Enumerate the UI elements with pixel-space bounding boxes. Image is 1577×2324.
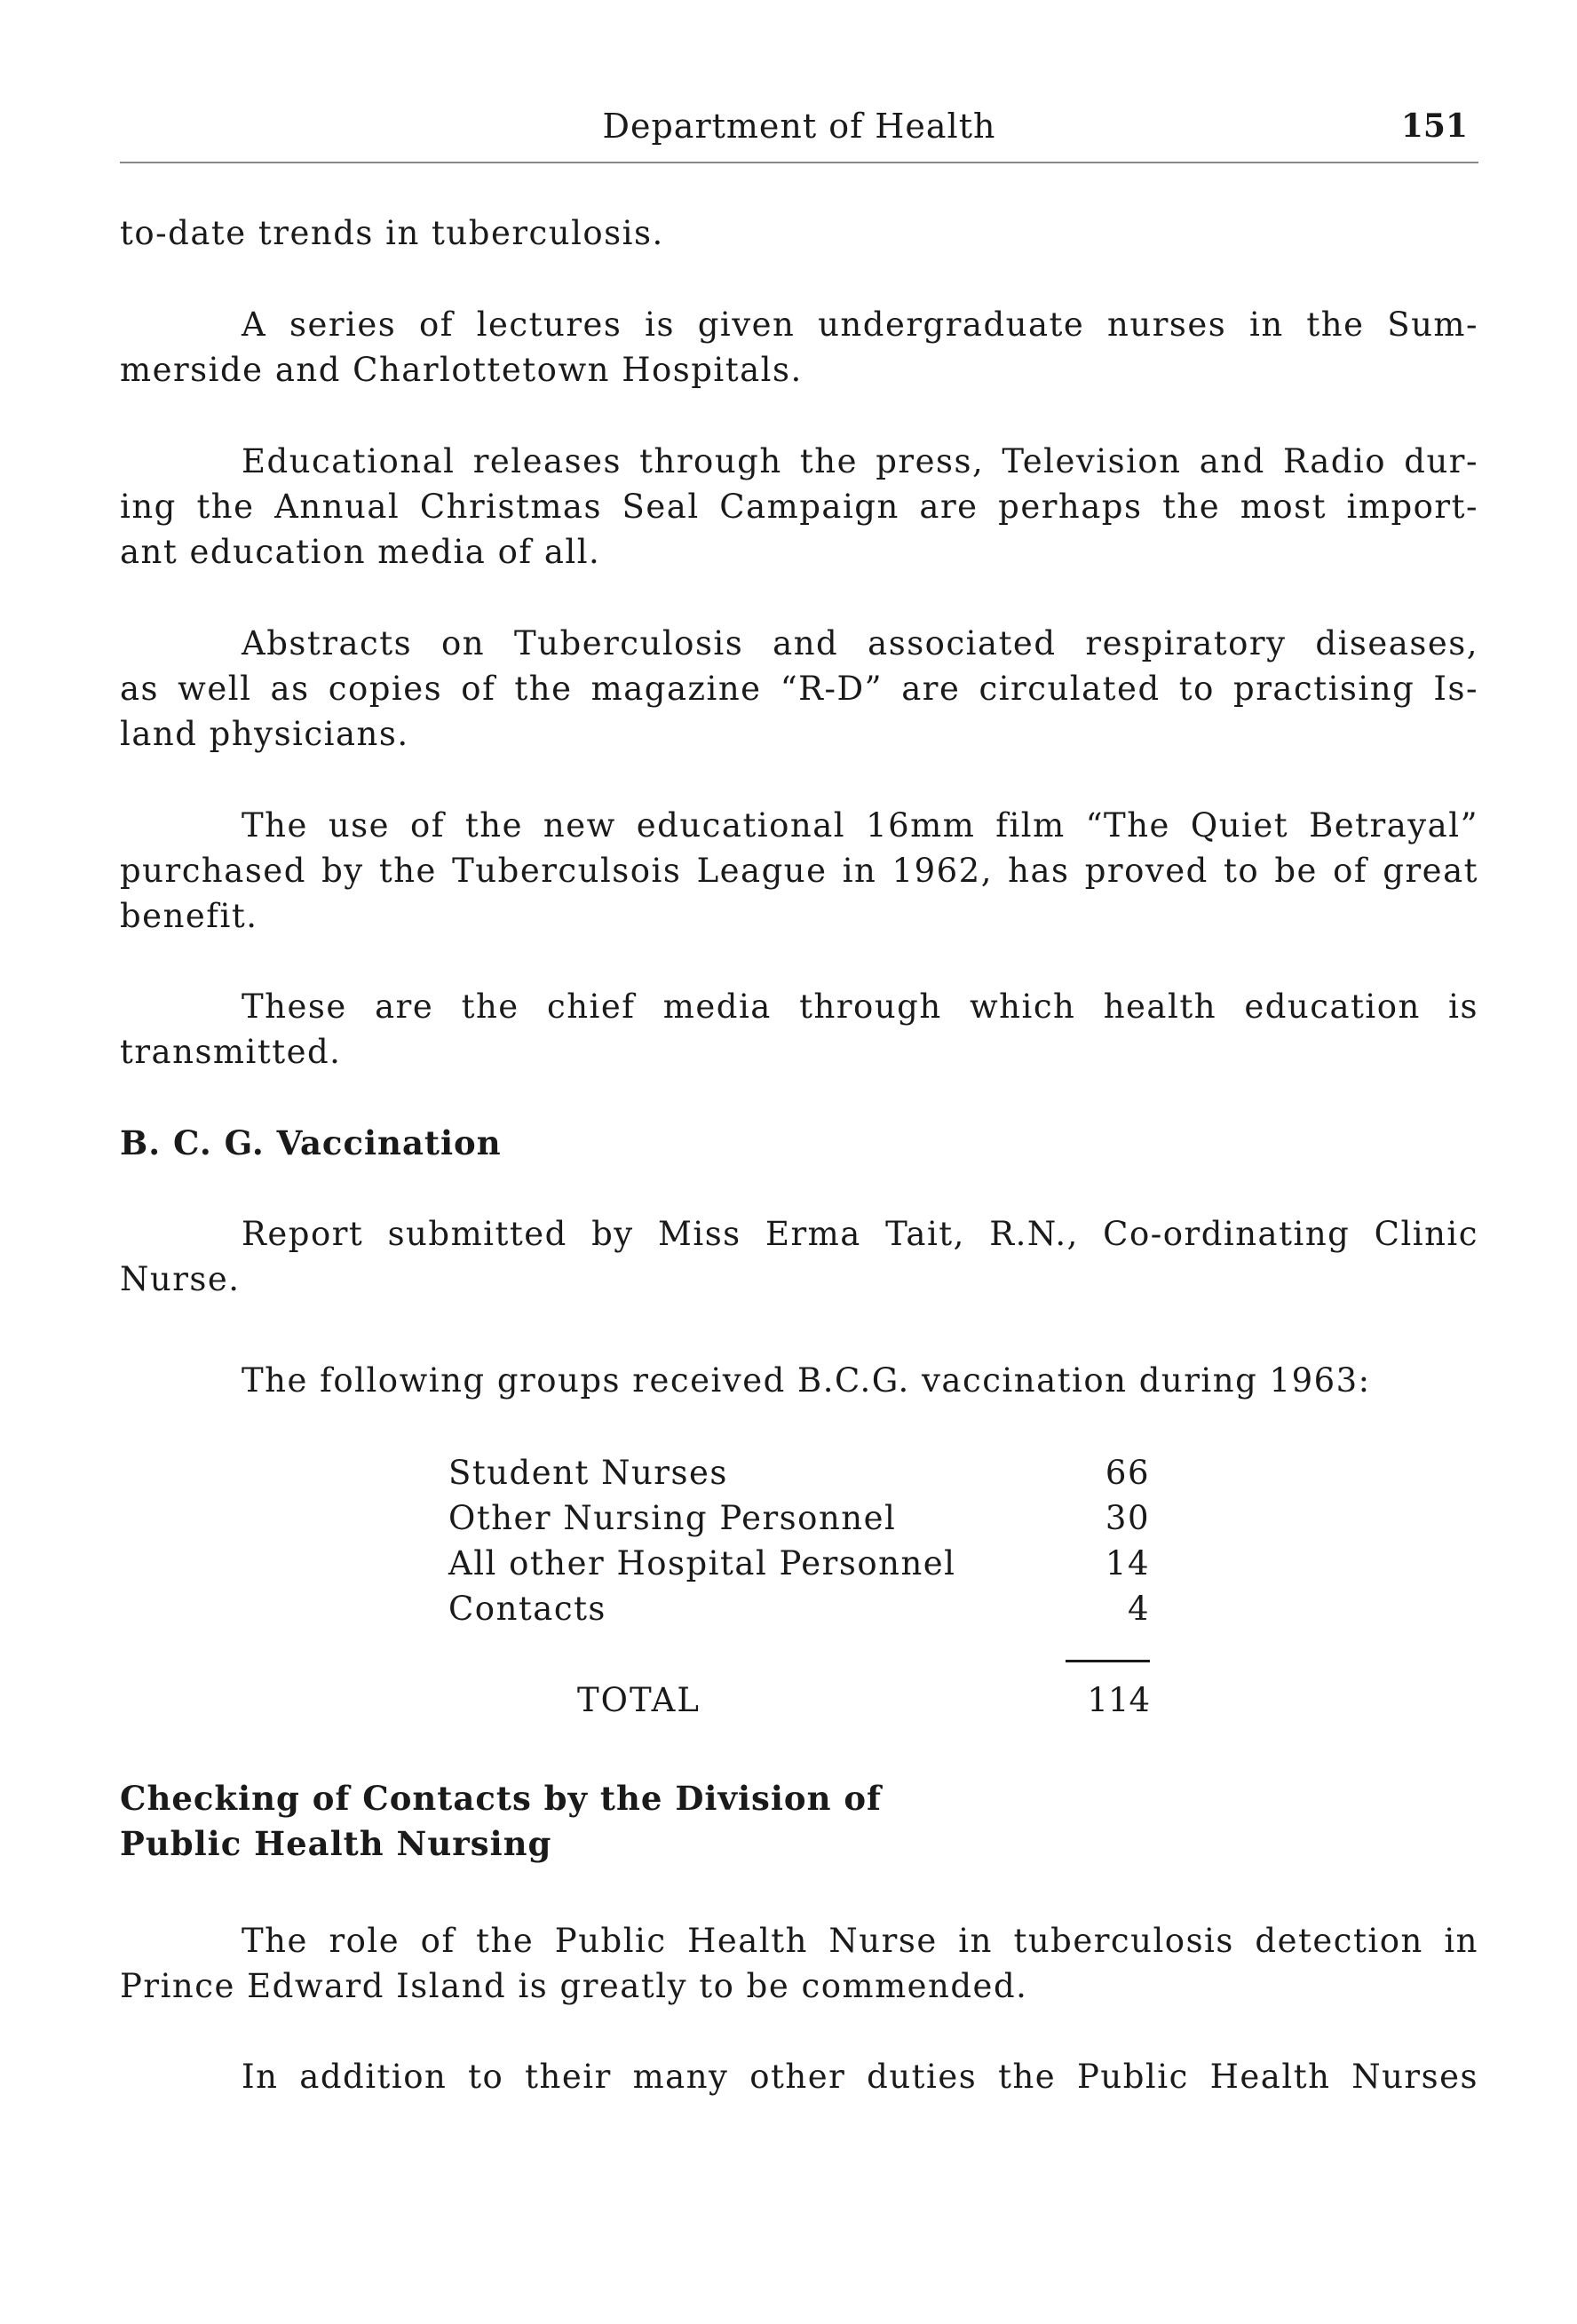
row-value: 14	[1105, 1544, 1150, 1582]
total-label: TOTAL	[577, 1681, 701, 1719]
text-line: as well as copies of the magazine “R-D” are circulated to practising Is-	[120, 670, 1478, 708]
paragraph-lectures	[120, 302, 1478, 393]
row-value: 66	[1105, 1454, 1150, 1492]
paragraph-report	[120, 1211, 1478, 1302]
page-number: 151	[1400, 107, 1468, 145]
row-value: 30	[1105, 1499, 1150, 1537]
section-heading-contacts	[120, 1776, 882, 1867]
heading-line: Public Health Nursing	[120, 1824, 552, 1863]
text-line: The use of the new educational 16mm film “The Quiet Betrayal”	[242, 806, 1478, 845]
text-line: ant education media of all.	[120, 533, 601, 571]
paragraph-abstracts	[120, 621, 1478, 757]
bcg-table	[448, 1450, 1150, 1631]
text-line: land physicians.	[120, 715, 409, 753]
row-value: 4	[1127, 1590, 1150, 1628]
text-line: merside and Charlottetown Hospitals.	[120, 351, 803, 389]
table-row	[448, 1541, 1150, 1586]
text-line: Nurse.	[120, 1260, 241, 1298]
total-rule	[1066, 1660, 1150, 1662]
table-row	[448, 1586, 1150, 1631]
text-line: These are the chief media through which health education is	[242, 988, 1478, 1026]
text-line: ing the Annual Christmas Seal Campaign are perhaps the most import-	[120, 488, 1478, 526]
text-line: Prince Edward Island is greatly to be commended.	[120, 1967, 1028, 2005]
row-label: Student Nurses	[448, 1454, 728, 1492]
paragraph-bcg-intro	[120, 1358, 1478, 1403]
row-label: All other Hospital Personnel	[448, 1544, 956, 1582]
header-title: Department of Health	[602, 107, 996, 146]
paragraph-role	[120, 1918, 1478, 2009]
text-line: to-date trends in tuberculosis.	[120, 214, 664, 252]
text-line: purchased by the Tuberculsois League in 1962, has proved to be of great	[120, 852, 1478, 890]
total-value: 114	[1087, 1681, 1150, 1719]
text-line: Educational releases through the press, Television and Radio dur-	[242, 442, 1478, 480]
paragraph-educational-releases	[120, 439, 1478, 575]
running-header	[120, 99, 1478, 162]
text-line: Abstracts on Tuberculosis and associated respiratory diseases,	[242, 624, 1478, 662]
table-row	[448, 1495, 1150, 1541]
heading-line: Checking of Contacts by the Division of	[120, 1779, 882, 1818]
text-line: Report submitted by Miss Erma Tait, R.N., Co-ordinating Clinic	[242, 1215, 1478, 1253]
text-line: The role of the Public Health Nurse in tuberculosis detection in	[242, 1922, 1478, 1960]
paragraph-duties	[120, 2054, 1478, 2099]
paragraph-continuation	[120, 210, 1478, 256]
header-rule	[120, 162, 1478, 163]
text-line: transmitted.	[120, 1033, 342, 1071]
section-heading-bcg: B. C. G. Vaccination	[120, 1123, 502, 1162]
text-line: benefit.	[120, 897, 258, 935]
paragraph-media	[120, 984, 1478, 1075]
paragraph-film	[120, 803, 1478, 939]
text-line: A series of lectures is given undergraduate nurses in the Sum-	[242, 305, 1478, 344]
row-label: Contacts	[448, 1590, 606, 1628]
row-label: Other Nursing Personnel	[448, 1499, 897, 1537]
text-line: The following groups received B.C.G. vaccination during 1963:	[242, 1361, 1371, 1400]
table-row	[448, 1450, 1150, 1495]
text-line: In addition to their many other duties the Public Health Nurses	[242, 2058, 1478, 2096]
